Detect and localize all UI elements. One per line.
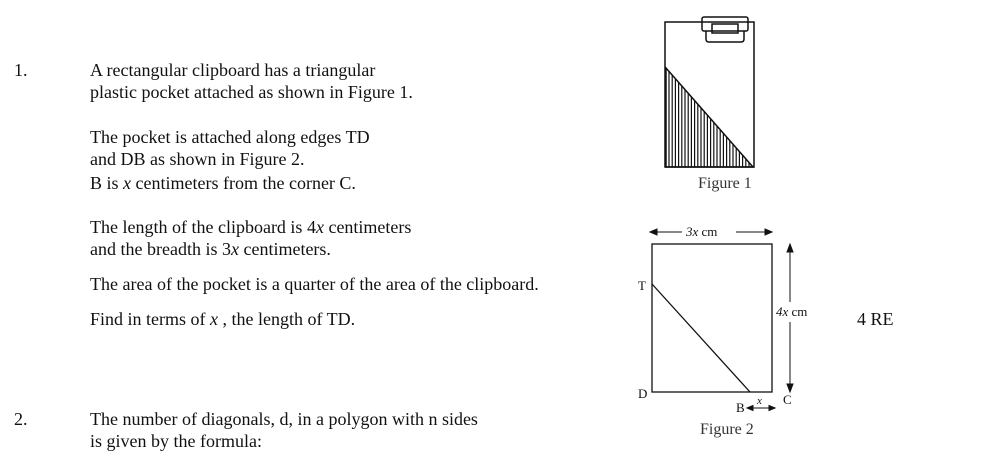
pocket-edge-tb (652, 284, 750, 392)
label-t: T (638, 278, 646, 293)
q1-marks: 4 RE (857, 309, 894, 329)
figure-2-diagram (630, 218, 830, 428)
q1-paragraph-1-line-1: A rectangular clipboard has a triangular (90, 60, 376, 80)
q1-paragraph-5 (90, 308, 355, 330)
q1-b-text-post: centimeters from the corner C. (131, 173, 356, 193)
figure-2-caption: Figure 2 (700, 421, 754, 438)
q1-find-pre: Find in terms of (90, 309, 210, 329)
label-x: x (757, 395, 762, 407)
label-b: B (736, 400, 745, 415)
q1-paragraph-2-line-3 (90, 172, 356, 194)
q1-length-var: x (315, 217, 324, 237)
clipboard-clip-icon (702, 17, 748, 42)
q1-paragraph-2-line-1: The pocket is attached along edges TD (90, 127, 370, 147)
q1-b-text-pre: B is (90, 173, 124, 193)
q1-find-var: x (210, 309, 218, 329)
q2-line-2: is given by the formula: (90, 431, 262, 451)
q1-paragraph-2-line-2: and DB as shown in Figure 2. (90, 149, 305, 169)
q1-paragraph-3-line-1 (90, 216, 411, 238)
q1-b-variable: x (123, 173, 132, 193)
q1-paragraph-3-line-2 (90, 238, 331, 260)
q1-find-post: , the length of TD. (218, 309, 356, 329)
label-c: C (783, 392, 792, 407)
q2-line-1: The number of diagonals, d, in a polygon with n sides (90, 409, 478, 429)
question-2-number: 2. (14, 409, 28, 429)
q1-paragraph-4: The area of the pocket is a quarter of the area of the clipboard. (90, 274, 539, 294)
clipboard-rectangle (652, 244, 772, 392)
q1-breadth-pre: and the breadth is 3 (90, 239, 231, 259)
q1-length-pre: The length of the clipboard is 4 (90, 217, 316, 237)
figure-1-clipboard (660, 12, 760, 172)
q1-paragraph-1-line-2: plastic pocket attached as shown in Figure 1. (90, 82, 413, 102)
width-label: 3x cm (686, 224, 718, 239)
q1-length-post: centimeters (323, 217, 412, 237)
figure-1-caption: Figure 1 (698, 175, 752, 192)
q1-breadth-post: centimeters. (238, 239, 331, 259)
height-label: 4x cm (776, 304, 808, 319)
question-1-number: 1. (14, 60, 28, 80)
q1-breadth-var: x (230, 239, 239, 259)
label-d: D (638, 386, 648, 401)
